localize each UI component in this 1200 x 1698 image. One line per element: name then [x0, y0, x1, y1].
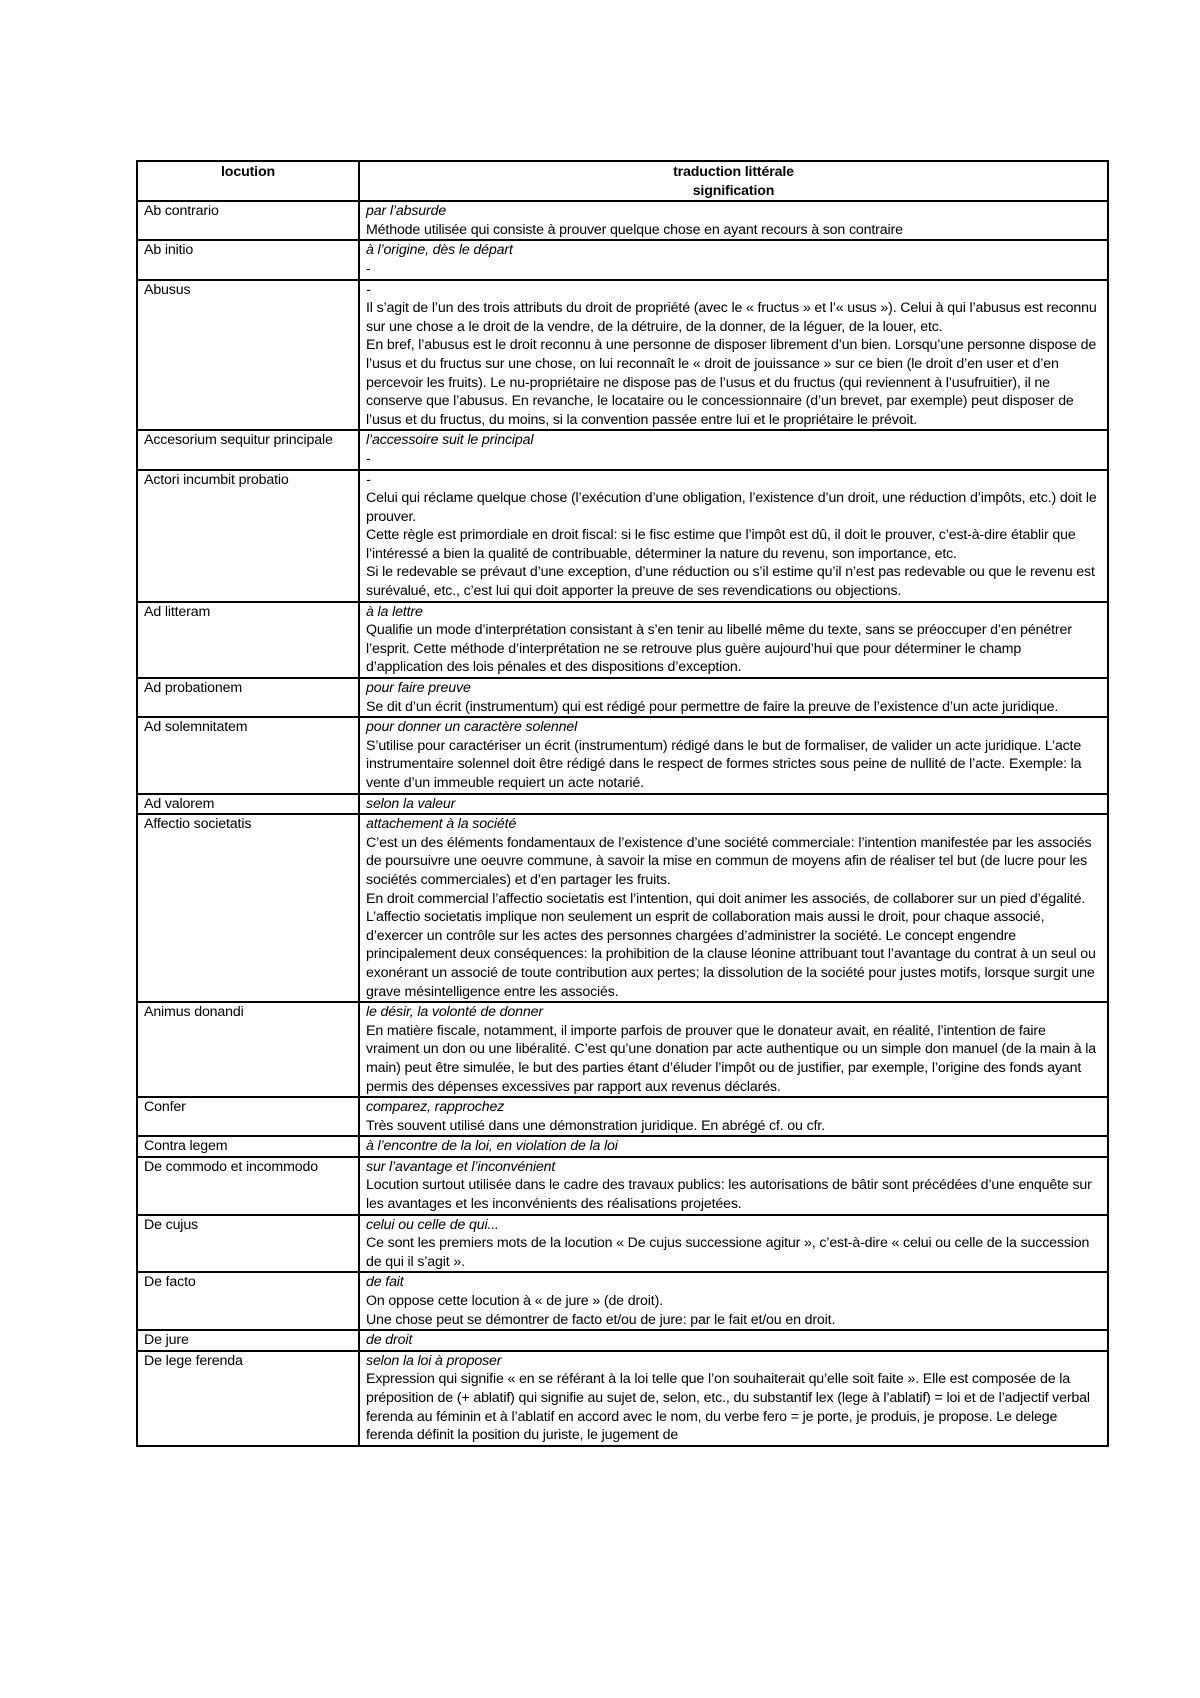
literal-translation: par l’absurde — [366, 203, 447, 220]
locution-cell: Abusus — [137, 280, 359, 431]
table-row — [137, 678, 1108, 717]
table-row — [137, 430, 1108, 469]
signification-text: Ce sont les premiers mots de la locution « De cujus successione agitur », c’est-à-dire « celui ou celle de la succession de qui il s’agit ». — [366, 1235, 1090, 1270]
signification-text: Qualifie un mode d’interprétation consistant à s’en tenir au libellé même du texte, sans se préoccuper d’en pénétrer l’esprit. Cette méthode d’interprétation ne se retrouve plus guère aujourd’hui que pour déterminer le champ d’application des lois pénales et des dispositions d’exception. — [366, 622, 1072, 676]
locution-cell: Actori incumbit probatio — [137, 470, 359, 602]
table-row — [137, 1157, 1108, 1215]
table-row — [137, 1272, 1108, 1330]
translation-cell — [359, 602, 1108, 678]
literal-translation: sur l’avantage et l’inconvénient — [366, 1158, 556, 1175]
literal-translation: à la lettre — [366, 603, 423, 620]
locutions-table — [136, 160, 1109, 1447]
signification-text: Très souvent utilisé dans une démonstration juridique. En abrégé cf. ou cfr. — [366, 1117, 825, 1134]
table-row — [137, 1215, 1108, 1273]
header-translation-label: traduction littérale — [673, 164, 794, 180]
table-row — [137, 1136, 1108, 1157]
signification-text: Expression qui signifie « en se référant à la loi telle que l’on souhaiterait qu’elle soit faite ». Elle est composée de la préposition de (+ ablatif) qui signifie au sujet de, selon, etc., du substantif lex (lege à l’ablatif) = loi et de l’adjectif verbal ferenda au féminin et à l’ablatif en accord avec le nom, du verbe fero = je porte, je produis, je propose. Le delege ferenda définit la position du juriste, le jugement de — [366, 1371, 1090, 1444]
locution-cell: Contra legem — [137, 1136, 359, 1157]
locution-cell: De jure — [137, 1330, 359, 1351]
signification-text: En matière fiscale, notamment, il importe parfois de prouver que le donateur avait, en réalité, l’intention de faire vraiment un don ou une libéralité. C’est qu’une donation par acte authentique ou un simple don manuel (de la main à la main) peut être simulée, le but des parties étant d’éluder l’impôt ou de justifier, par exemple, l’origine des fonds ayant permis des dépenses excessives par rapport aux revenus déclarés. — [366, 1022, 1096, 1095]
signification-text: Se dit d’un écrit (instrumentum) qui est rédigé pour permettre de faire la preuve de l’existence d’un acte juridique. — [366, 698, 1059, 715]
literal-translation: attachement à la société — [366, 816, 517, 833]
signification-text: C’est un des éléments fondamentaux de l’existence d’une société commerciale: l’intention manifestée par les associés de poursuivre une oeuvre commune, à savoir la mise en commun de moyens afin de réaliser tel but (de lucre pour les sociétés commerciales) et d’en partager les fruits. En droit commercial l’affectio societatis est l’intention, qui doit animer les associés, de collaborer sur un pied d’égalité. L’affectio societatis implique non seulement un esprit de collaboration mais aussi le droit, pour chaque associé, d’exercer un contrôle sur les actes des personnes chargées d’administrer la société. Le concept engendre principalement deux conséquences: la prohibition de la clause léonine attribuant tout l’avantage du contrat à un seul ou exonérant un associé de toute contribution aux pertes; la dissolution de la société pour justes motifs, lorsque surgit une grave mésintelligence entre les associés. — [366, 834, 1096, 1000]
document-page — [136, 160, 1107, 1447]
literal-translation: de fait — [366, 1274, 404, 1291]
locution-cell: Ab contrario — [137, 201, 359, 240]
table-body — [137, 201, 1108, 1446]
header-translation-signification — [359, 161, 1108, 201]
translation-cell — [359, 1157, 1108, 1215]
locution-cell: Ad probationem — [137, 678, 359, 717]
locution-cell: Affectio societatis — [137, 814, 359, 1002]
table-row — [137, 1097, 1108, 1136]
locution-cell: De commodo et incommodo — [137, 1157, 359, 1215]
table-row — [137, 717, 1108, 793]
table-row — [137, 1330, 1108, 1351]
locution-cell: De cujus — [137, 1215, 359, 1273]
locution-cell: Accesorium sequitur principale — [137, 430, 359, 469]
literal-translation: selon la valeur — [366, 795, 456, 812]
table-row — [137, 201, 1108, 240]
signification-text: Locution surtout utilisée dans le cadre des travaux publics: les autorisations de bâtir sont précédées d’une enquête sur les avantages et les inconvénients des réalisations projetées. — [366, 1177, 1092, 1213]
translation-cell — [359, 678, 1108, 717]
literal-translation: pour donner un caractère solennel — [366, 719, 578, 736]
translation-cell — [359, 1097, 1108, 1136]
literal-translation: - — [366, 471, 371, 488]
signification-text: - — [366, 260, 371, 277]
table-row — [137, 602, 1108, 678]
translation-cell — [359, 1002, 1108, 1097]
header-locution: locution — [137, 161, 359, 201]
locution-cell: De lege ferenda — [137, 1351, 359, 1446]
literal-translation: le désir, la volonté de donner — [366, 1004, 543, 1021]
translation-cell — [359, 470, 1108, 602]
literal-translation: à l’encontre de la loi, en violation de la loi — [366, 1138, 618, 1155]
literal-translation: de droit — [366, 1332, 413, 1349]
literal-translation: l’accessoire suit le principal — [366, 432, 534, 449]
table-row — [137, 814, 1108, 1002]
translation-cell — [359, 240, 1108, 279]
table-header-row — [137, 161, 1108, 201]
table-row — [137, 794, 1108, 815]
literal-translation: à l’origine, dès le départ — [366, 242, 513, 259]
translation-cell — [359, 430, 1108, 469]
signification-text: Celui qui réclame quelque chose (l’exécution d’une obligation, l’existence d’un droit, une réduction d’impôts, etc.) doit le prouver. Cette règle est primordiale en droit fiscal: si le fisc estime que l’impôt est dû, il doit le prouver, c’est-à-dire établir que l’intéressé a bien la qualité de contribuable, déterminer la nature du revenu, son importance, etc. Si le redevable se prévaut d’une exception, d’une réduction ou s’il estime qu’il n’est pas redevable ou que le revenu est surévalué, etc., c’est lui qui doit apporter la preuve de ses revendications ou objections. — [366, 490, 1097, 600]
signification-text: - — [366, 450, 371, 467]
literal-translation: - — [366, 281, 371, 298]
signification-text: Méthode utilisée qui consiste à prouver quelque chose en ayant recours à son contraire — [366, 221, 903, 238]
header-signification-label: signification — [692, 182, 775, 199]
locution-cell: Animus donandi — [137, 1002, 359, 1097]
signification-text: Il s’agit de l’un des trois attributs du droit de propriété (avec le « fructus » et l’« usus »). Celui à qui l’abusus est reconnu sur une chose a le droit de la vendre, de la détruire, de la donner, de la léguer, de la louer, etc. En bref, l’abusus est le droit reconnu à une personne de disposer librement d’un bien. Lorsqu’une personne dispose de l’usus et du fructus sur une chose, on lui reconnaît le « droit de jouissance » sur ce bien (le droit d’en user et d’en percevoir les fruits). Le nu-propriétaire ne dispose pas de l’usus et du fructus (qui reviennent à l’usufruitier), il ne conserve que l’abusus. En revanche, le locataire ou le concessionnaire (d’un brevet, par exemple) peut disposer de l’usus et du fructus, du moins, si la convention passée entre lui et le propriétaire le prévoit. — [366, 300, 1097, 428]
translation-cell — [359, 201, 1108, 240]
locution-cell: Ab initio — [137, 240, 359, 279]
literal-translation: celui ou celle de qui... — [366, 1216, 499, 1233]
signification-text: On oppose cette locution à « de jure » (de droit). Une chose peut se démontrer de facto et/ou de jure: par le fait et/ou en droit. — [366, 1293, 836, 1328]
translation-cell — [359, 280, 1108, 431]
translation-cell — [359, 717, 1108, 793]
translation-cell — [359, 1351, 1108, 1446]
locution-cell: De facto — [137, 1272, 359, 1330]
table-row — [137, 1002, 1108, 1097]
table-row — [137, 240, 1108, 279]
translation-cell — [359, 1330, 1108, 1351]
translation-cell — [359, 1215, 1108, 1273]
literal-translation: pour faire preuve — [366, 680, 471, 697]
table-row — [137, 470, 1108, 602]
locution-cell: Ad solemnitatem — [137, 717, 359, 793]
translation-cell — [359, 1136, 1108, 1157]
locution-cell: Ad litteram — [137, 602, 359, 678]
table-row — [137, 280, 1108, 431]
literal-translation: selon la loi à proposer — [366, 1352, 502, 1369]
literal-translation: comparez, rapprochez — [366, 1099, 505, 1116]
translation-cell — [359, 1272, 1108, 1330]
translation-cell — [359, 814, 1108, 1002]
locution-cell: Confer — [137, 1097, 359, 1136]
table-row — [137, 1351, 1108, 1446]
signification-text: S’utilise pour caractériser un écrit (instrumentum) rédigé dans le but de formaliser, de valider un acte juridique. L’acte instrumentaire solennel doit être rédigé dans le respect de formes strictes sous peine de nullité de l’acte. Exemple: la vente d’un immeuble requiert un acte notarié. — [366, 737, 1082, 791]
locution-cell: Ad valorem — [137, 794, 359, 815]
translation-cell — [359, 794, 1108, 815]
